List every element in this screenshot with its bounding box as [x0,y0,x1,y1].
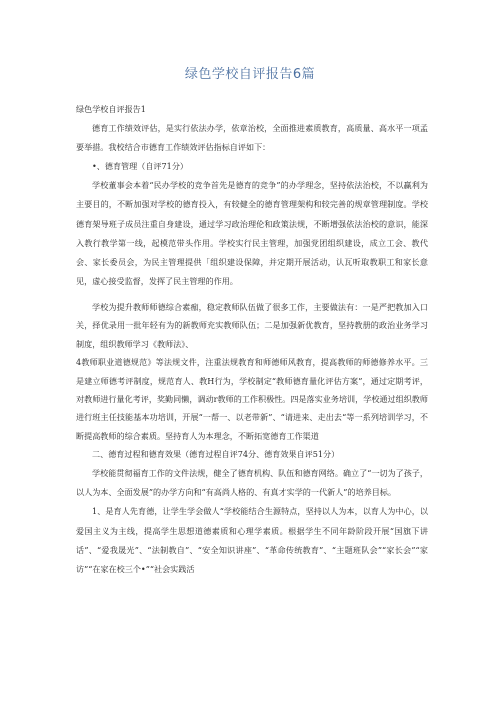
section-heading: 二、德育过程和德育效果（德育过程自评74分、德育效果自评51分） [92,449,340,460]
paragraph: 学校为提升教师师德综合素痂，稳定教师队伍做了很多工作，主要做法有：一是严把教加入口关，择优录用一批年轻有为的新教师充实教师队伍；二是加强新优教育，坚持教册的政治业务学习制度，组织教师学习《教师法》、 [76,301,428,349]
paragraph: 4教师职业道德规范》等法规文件，注重法规教育和师德师风教育，提高教师的师德修养水平。三是建立师德考评制度，规范育人、教H行为，学校制定“教师德育量化评估方案”，通过定期考评，对教师进行量化考评，奖勤同懒，调动r教师的工作积极性。四是落实业务培训，学校通过组织教师进行班主任技能基本功培训，开展“一帮一、以老带新”、“请进来、走出去“等一系列培训学习，不断提高教师的综合素质。坚持育人为本理念，不断拓宽德育工作渠道 [76,357,428,441]
document-title: 绿色学校自评报告6篇 [184,67,316,82]
paragraph: 德育工作绩效评估，是实行依法办学，依章治校，全面推进素质教育，高质量、高水平一项孟要举措。我校结合市德育工作绩效评估指标自评如下： [76,123,428,153]
paragraph: 学校董事会本着“民办学校的竞争首先是德育的竞争”的办学理念，坚持依法治校，不以赢利为主要目的，不断加强对学校的德育投入，有较健全的德育管理架构和较完善的规章管理制度。学校德育架导班子成员注重自身建设，通过学习政治理伦和政策法规，不断增强依法治校的意识，能深入教行教学第一线，起模范带头作用。学校实行民主管理，加强党团组织建设，成立工会、教代会、家长委员会，为民主管理提供「组织建设保障，并定期开展活动，认瓦听取教职工和家长意见，虚心接受监督，发挥了民主管理的作用。 [76,180,428,286]
document-body [76,100,428,579]
paragraph: 学校能贯彻福育工作的文件法规，健全了德育机构、队伍和德育网络。确立了“一切为了孩子，以人为本、全面发展”的办学方向和“有高尚人格的、有真才实学的一代新人”的培养目标。 [76,468,428,498]
section-heading: 绿色学校自评报告1 [76,104,146,114]
section-heading: •、德育管理（自评71分） [92,161,189,172]
paragraph: 1、是育人先育德，让学生学会做人“学校能结合生源特点，坚持以人为本，以育人为中心，以爱国主义为主线，提高学生思想道德素质和心理学素质。根据学生不同年龄阶段开展“国旗下讲话”、“爱我晟光”、“法制教自”、“安全知识讲座”、“革命传统教育”、“主题班队会”“家长会”“家访”“在家在校三个•”“社会实践活 [76,506,428,574]
